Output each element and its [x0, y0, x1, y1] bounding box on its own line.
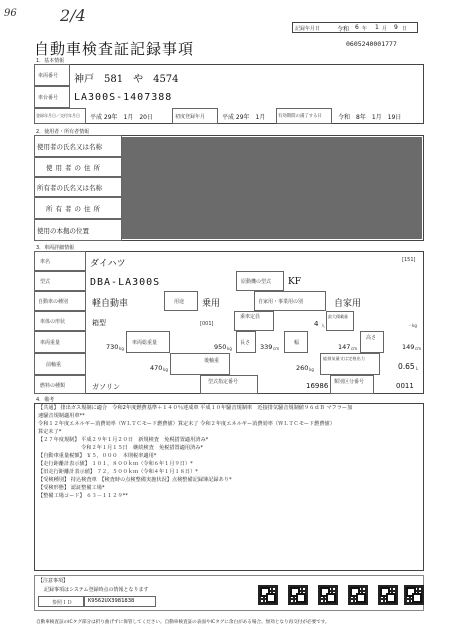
- qr-code: [348, 585, 368, 605]
- gross-value: 950: [214, 343, 227, 351]
- plate-value: 神戸 581 や 4574: [74, 74, 179, 85]
- category-value: 0011: [396, 382, 414, 390]
- plate-label: 車両番号: [38, 73, 59, 79]
- rear-axle-value: 260: [296, 364, 309, 372]
- displacement-label: 総排気量又は定格出力: [323, 356, 365, 361]
- owner-row-label-1: 使用者の氏名又は名称: [37, 143, 102, 151]
- private-value: 自家用: [334, 299, 362, 309]
- weight-unit: kg: [119, 346, 124, 351]
- first-year-value: 平成 29年 1月: [222, 114, 266, 121]
- expiry-value: 令和 8年 1月 19日: [338, 114, 402, 121]
- capacity-label: 乗車定員: [240, 314, 261, 320]
- length-unit: cm: [273, 346, 280, 351]
- document-number: 0605240001777: [346, 40, 397, 48]
- remark-line: 令和１２年度エネルギー消費効率（ＷＬＴＣモード燃費値）算定未了 令和２年度エネルギー消費効率（ＷＬＴＣモード燃費値）: [38, 421, 335, 427]
- front-axle-value: 470: [150, 364, 163, 372]
- remark-line: 令和２年１月１５日 継続検査 免税措置適用済み*: [38, 445, 204, 451]
- fuel-value: ガソリン: [92, 383, 120, 391]
- remark-line: 算定未了*: [38, 429, 62, 435]
- shape-label: 車体の形状: [40, 319, 66, 325]
- gross-unit: kg: [227, 346, 232, 351]
- record-date-month: 1: [375, 24, 379, 31]
- fuel-label: 燃料の種類: [40, 383, 66, 389]
- remark-line: 【旧走行距離計表示値】 ７２，５００ｋｍ（令和４年１月１８日）*: [38, 469, 198, 475]
- width-unit: cm: [351, 346, 358, 351]
- use-label: 用途: [174, 299, 185, 305]
- owner-row-label-2: 使用者の住所: [46, 164, 103, 172]
- displacement-value: 0.65: [398, 362, 415, 371]
- remark-line: 【２７年度規制】 平成２９年１月２０日 新規検査 免税措置適用済み*: [38, 437, 209, 443]
- type-no-value: 16986: [306, 382, 329, 390]
- qr-code: [318, 585, 338, 605]
- expiry-label: 有効期間の満了する日: [278, 114, 322, 119]
- remark-line: 【受検種別】 持込検査車 【検査時の点検整備実施状況】点検整備記録簿記録あり*: [38, 477, 232, 483]
- engine-value: KF: [288, 277, 301, 287]
- reg-date-value: 平成 29年 1月 20日: [90, 114, 153, 121]
- owner-row-label-4: 所有者の住所: [46, 205, 103, 213]
- section3-heading: 3．車両詳細情報: [36, 245, 75, 251]
- notice-title: 【注意事項】: [38, 578, 69, 584]
- width-label: 幅: [294, 340, 300, 346]
- shape-value: 箱型: [92, 319, 106, 327]
- front-axle-label: 前軸重: [46, 362, 62, 368]
- chassis-value: LA300S-1407388: [74, 92, 173, 103]
- rear-axle-unit: kg: [309, 367, 314, 372]
- length-label: 長さ: [240, 340, 251, 346]
- capacity-unit: 人: [321, 323, 325, 328]
- qr-code: [404, 585, 424, 605]
- remark-line: 【受検形態】 認証整備工場*: [38, 485, 105, 491]
- shape-code: [001]: [200, 321, 214, 327]
- model-value: DBA-LA300S: [90, 277, 161, 288]
- kind-label: 自動車の種別: [38, 299, 69, 305]
- record-date-day-unit: 日: [402, 26, 408, 32]
- section1-heading: 1．基本情報: [36, 58, 65, 64]
- remark-line: 【走行距離計表示値】 １０１，８００ｋｍ（令和６年１月９日）*: [38, 461, 193, 467]
- remark-line: 【整備工場コード】 ６３－１１２９**: [38, 493, 128, 499]
- page-title: 自動車検査証記録事項: [34, 40, 195, 58]
- record-date-month-unit: 月: [382, 26, 388, 32]
- notice-text: 記録事項はシステム登録時点の情報となります: [44, 587, 149, 593]
- height-unit: cm: [415, 346, 422, 351]
- first-year-label: 初度登録年月: [175, 114, 206, 120]
- redacted-owner-info: [122, 137, 422, 239]
- record-date-box: [292, 22, 418, 33]
- ref-id-value: K9562UX3981838: [88, 598, 135, 604]
- footer-note: 自動車検査証のICタグ部分は折り曲げずに保管してください。自動車検査証の表面やICタグに余白がある場合、無効となり再交付が必要です。: [36, 620, 330, 625]
- weight-label: 車両重量: [40, 340, 61, 346]
- qr-code: [288, 585, 308, 605]
- record-date-era: 令和: [337, 26, 350, 33]
- height-label: 高さ: [366, 335, 377, 341]
- category-label: 類別区分番号: [334, 379, 365, 385]
- record-date-year-unit: 年: [362, 26, 368, 32]
- ref-id-label: 参照ＩＤ: [52, 600, 73, 606]
- height-value: 149: [402, 343, 415, 351]
- qr-code: [258, 585, 278, 605]
- record-date-year: 6: [355, 24, 359, 31]
- reg-date-label: 登録年月日／交付年月日: [36, 113, 80, 118]
- rear-axle-label: 後軸重: [204, 358, 220, 364]
- record-date-label: 記録年月日: [295, 26, 321, 32]
- chassis-label: 車台番号: [38, 95, 59, 101]
- use-value: 乗用: [202, 299, 221, 309]
- remarks-body: [38, 404, 422, 500]
- owner-row-label-5: 使用の本拠の位置: [37, 227, 89, 235]
- weight-value: 730: [106, 343, 119, 351]
- width-value: 147: [338, 343, 351, 351]
- maker-label: 車名: [40, 259, 51, 265]
- maxload-unit: －kg: [408, 323, 417, 328]
- remark-line: 速騒音規制適用車**: [38, 413, 85, 419]
- front-axle-unit: kg: [163, 367, 168, 372]
- handwritten-note-right: 2/4: [60, 6, 86, 25]
- displacement-unit: L: [416, 366, 419, 371]
- qr-code: [378, 585, 398, 605]
- gross-label: 車両総重量: [132, 340, 158, 346]
- maker-value: ダイハツ: [90, 259, 126, 269]
- remark-line: 【自動車重量税額】 ￥５，０００ 本則税率適用*: [38, 453, 157, 459]
- capacity-value: 4: [314, 320, 319, 328]
- private-label: 自家用・事業用の別: [258, 299, 304, 305]
- maker-code: [151]: [402, 257, 416, 263]
- model-label: 型式: [40, 279, 51, 285]
- type-no-label: 型式指定番号: [208, 379, 239, 385]
- rear-axle-label-cell: [170, 353, 230, 375]
- engine-label: 原動機の型式: [241, 279, 272, 285]
- record-date-day: 9: [394, 24, 398, 31]
- kind-value: 軽自動車: [92, 299, 129, 309]
- section4-heading: 4．備考: [36, 397, 55, 403]
- owner-row-label-3: 所有者の氏名又は名称: [37, 184, 102, 192]
- maxload-label: 最大積載量: [328, 314, 348, 319]
- handwritten-note-left: 96: [4, 8, 17, 19]
- length-value: 339: [260, 343, 273, 351]
- section2-heading: 2．使用者・所有者情報: [36, 129, 90, 135]
- remark-line: 【共通】 排出ガス規制に適合 令和2年度燃費基準＋１４０％達成車 平成１０年騒音規制車 近接排気騒音規制値９６ｄＢ マフラー加: [38, 405, 353, 411]
